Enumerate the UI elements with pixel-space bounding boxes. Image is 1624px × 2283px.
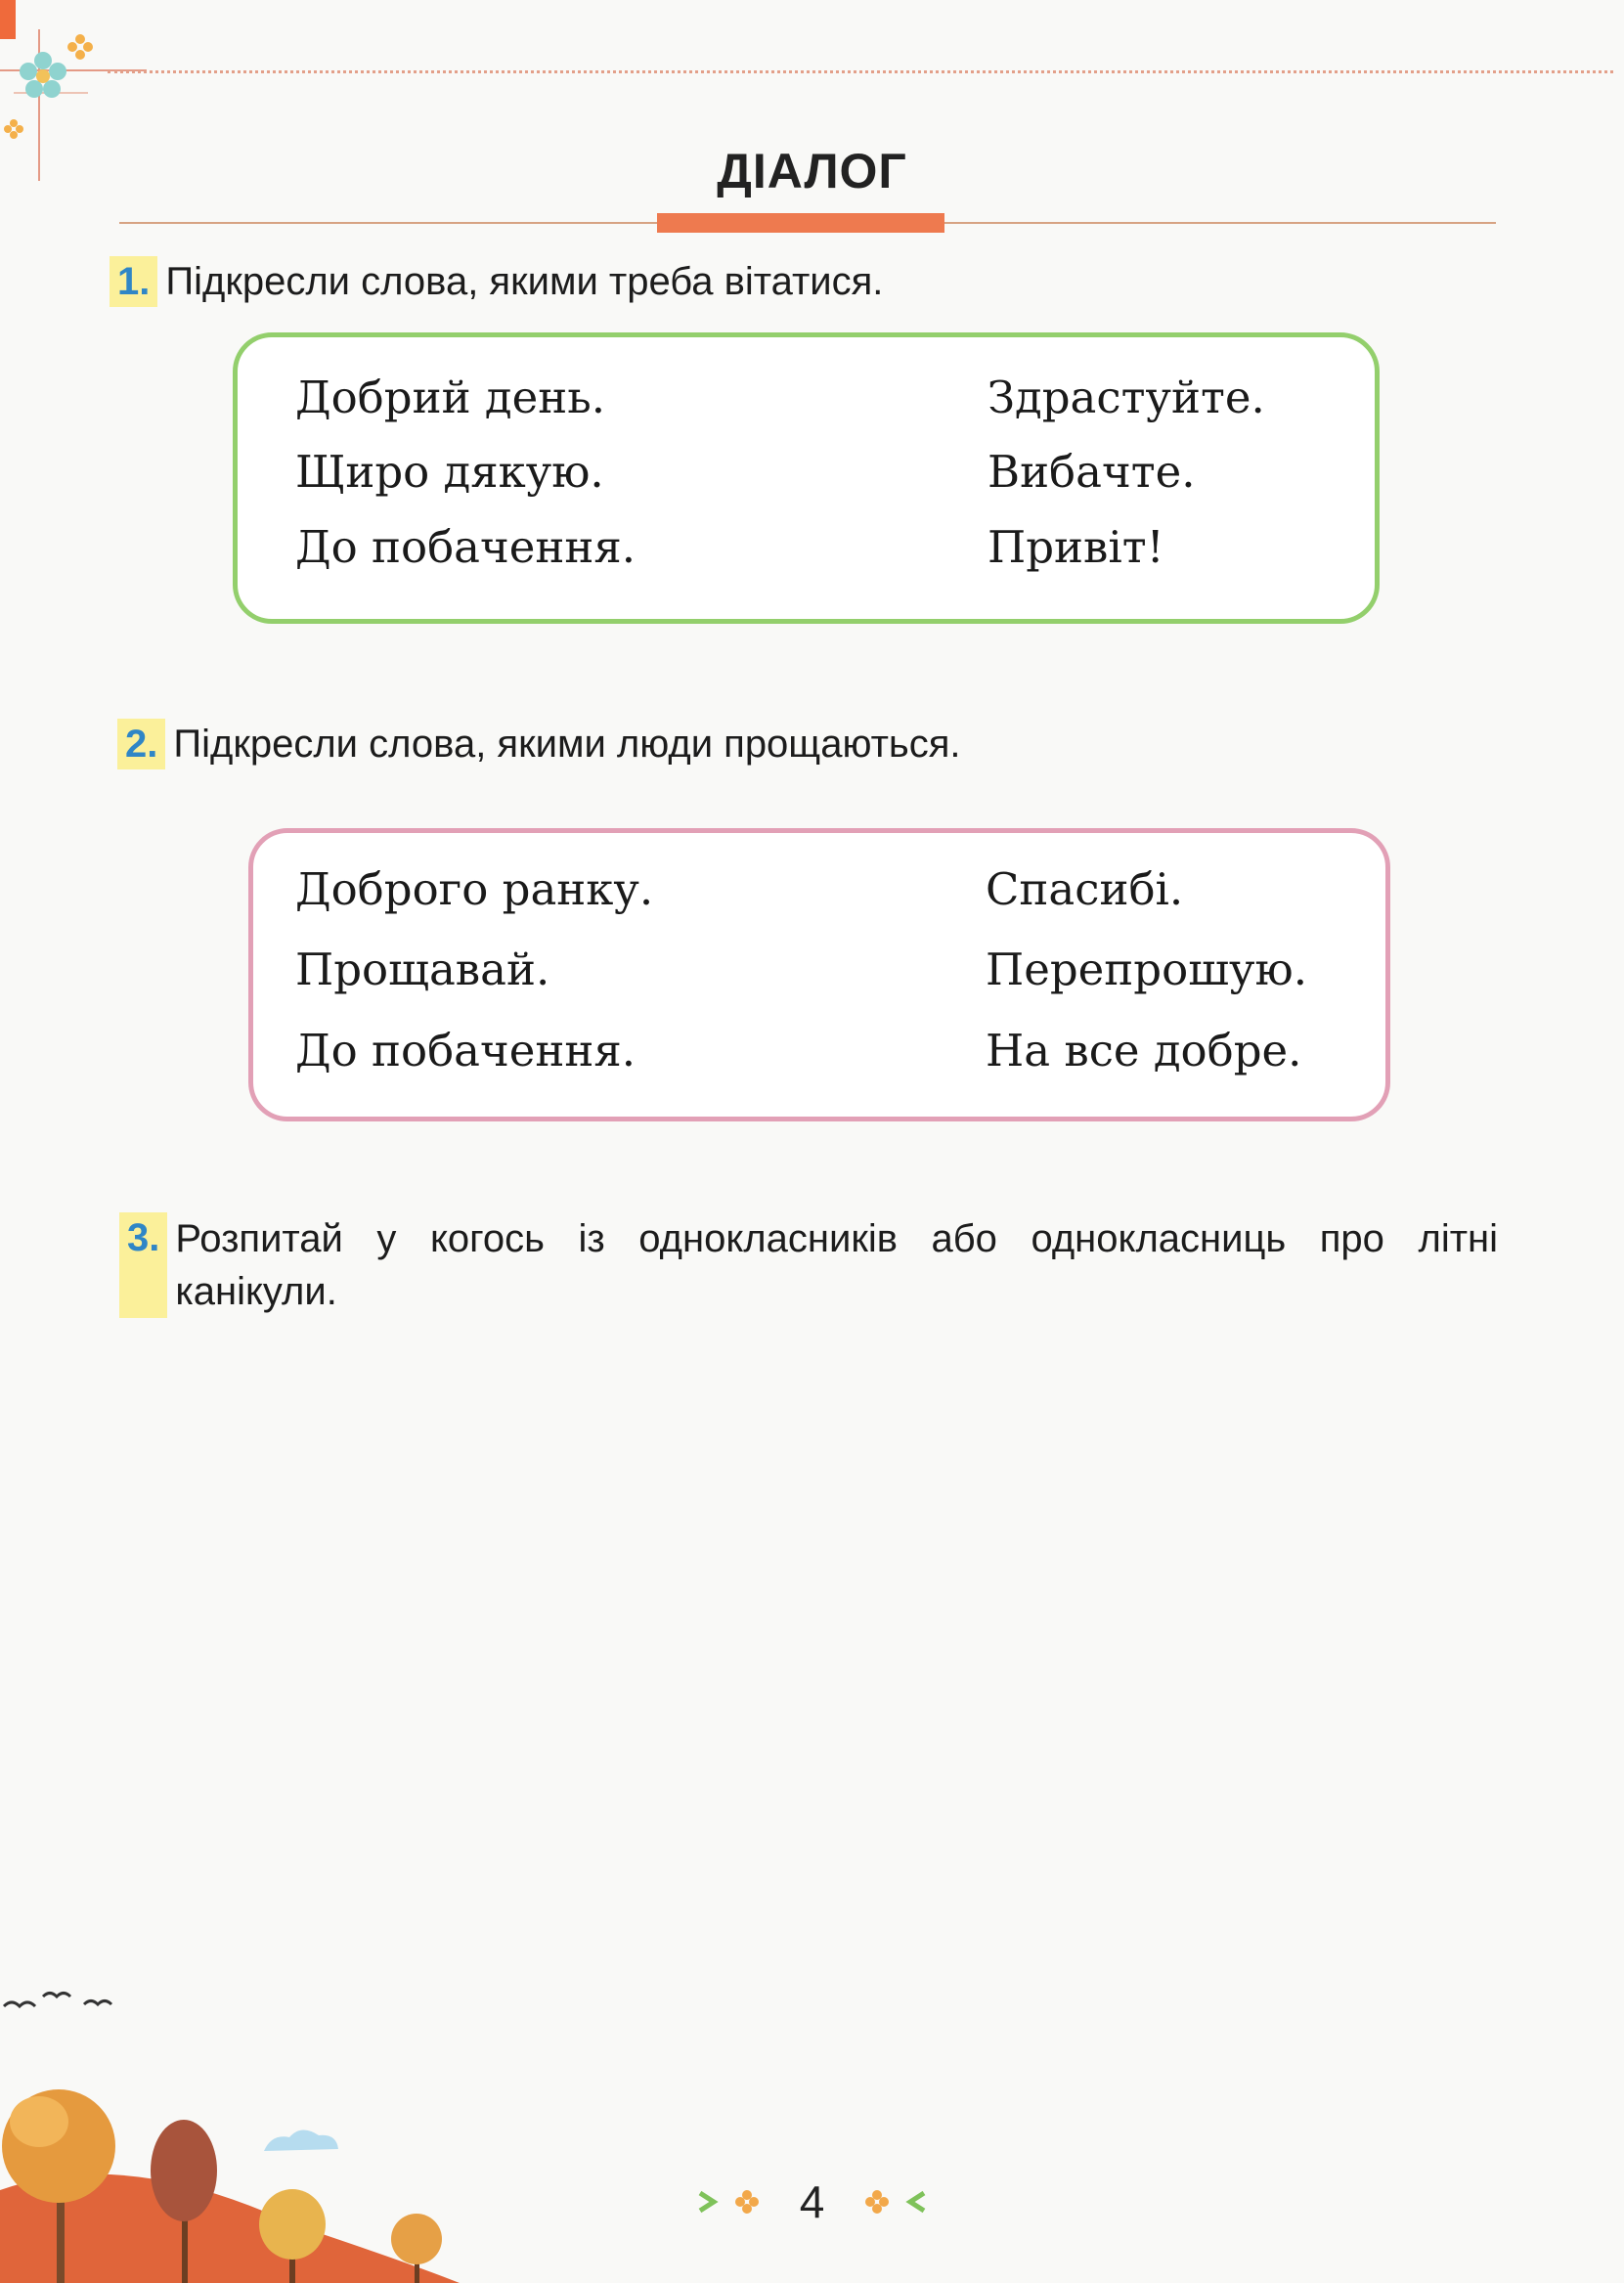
task-2 [117, 719, 961, 769]
task-number: 1. [110, 256, 157, 307]
birds-icon [0, 1985, 127, 2024]
top-dotted-line [108, 70, 1613, 73]
task-1 [110, 256, 883, 307]
task-number: 3. [119, 1212, 167, 1318]
phrase-item[interactable]: На все добре. [986, 1025, 1302, 1076]
arrow-flower-right-icon [857, 2187, 926, 2217]
task-3 [119, 1212, 1498, 1318]
autumn-landscape-illustration-icon [0, 2053, 469, 2283]
page-title: ДІАЛОГ [717, 144, 907, 198]
phrase-item[interactable]: Доброго ранку. [295, 863, 654, 915]
phrase-item[interactable]: Щиро дякую. [295, 446, 604, 498]
phrase-item[interactable]: Привіт! [988, 521, 1164, 573]
phrase-item[interactable]: Здрастуйте. [988, 372, 1265, 423]
phrase-item[interactable]: До побачення. [295, 1025, 636, 1076]
phrase-item[interactable]: До побачення. [295, 521, 636, 573]
task-instruction: Підкресли слова, якими треба вітатися. [165, 260, 884, 303]
phrase-item[interactable]: Перепрошую. [986, 944, 1307, 995]
phrase-item[interactable]: Прощавай. [295, 944, 550, 995]
phrase-item[interactable]: Спасибі. [986, 863, 1184, 915]
page-number: 4 [799, 2176, 825, 2227]
page-footer [0, 2175, 1624, 2228]
phrase-item[interactable]: Добрий день. [295, 372, 605, 423]
task-instruction: Підкресли слова, якими люди прощаються. [173, 723, 961, 766]
task-instruction: Розпитай у когось із однокласників або однокласниць про літні канікули. [175, 1217, 1498, 1313]
arrow-flower-left-icon [698, 2187, 767, 2217]
task-number: 2. [117, 719, 165, 769]
title-accent-bar [657, 213, 944, 233]
phrase-item[interactable]: Вибачте. [988, 446, 1196, 498]
